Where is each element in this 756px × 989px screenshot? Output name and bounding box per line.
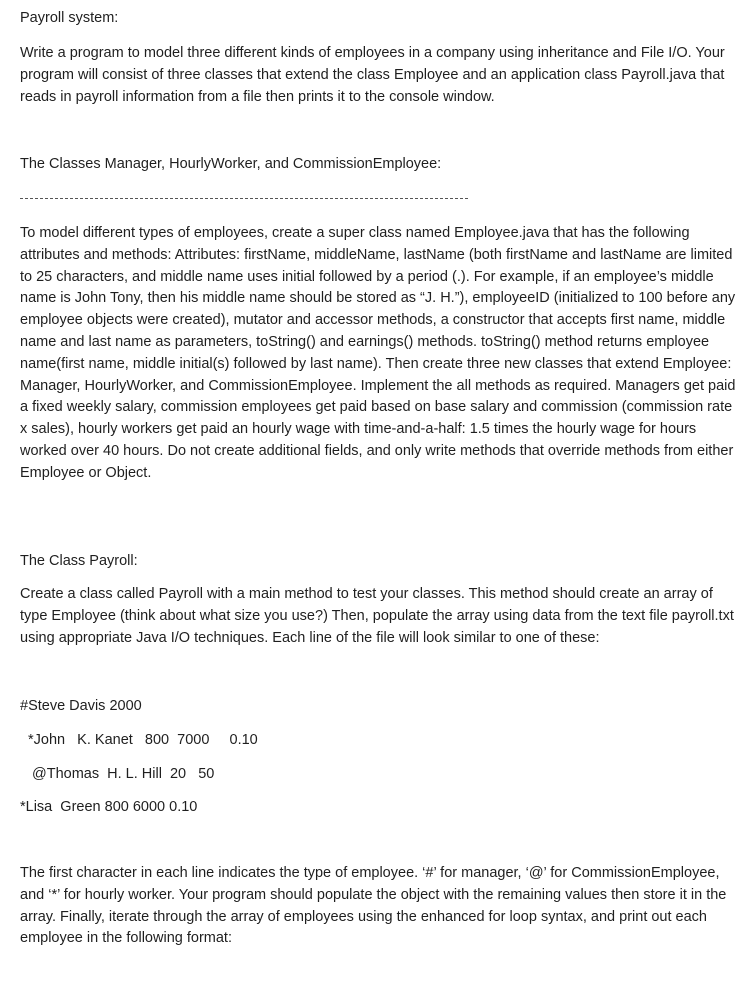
sample-line-manager: #Steve Davis 2000 [20,698,142,714]
document-title: Payroll system: [20,10,119,26]
classes-paragraph: To model different types of employees, create a super class named Employee.java that has the following attributes and methods: Attributes: firstName, middleName, lastName (both firstName and lastName are limited to 25 characters, and middle name uses initial followed by a period (.). For example, if an employee’s middle name is John Tony, then his middle name should be stored as “J. H.”), employeeID (initialized to 100 before any employee objects were created), mutator and accessor methods, a constructor that accepts first name, middle name and last name as parameters, toString() and earnings() methods. toString() method returns employee name(first name, middle initial(s) followed by last name). Then create three new classes that extend Employee: Manager, HourlyWorker, and CommissionEmployee. Implement the all methods as required. Managers get paid a fixed weekly salary, commission employees get paid based on base salary and commission (commission rate x sales), hourly workers get paid an hourly wage with time-and-a-half: 1.5 times the hourly wage for hours worked over 40 hours. Do not create additional fields, and only write methods that override methods from either Employee or Object. [20,225,736,481]
intro-paragraph: Write a program to model three different kinds of employees in a company using inheritance and File I/O. Your program will consist of three classes that extend the class Employee and an application class Payroll.java that reads in payroll information from a file then prints it to the console window. [20,45,725,105]
sample-line-commission: @Thomas H. L. Hill 20 50 [32,766,215,782]
sample-line-hourly-2: *Lisa Green 800 6000 0.10 [20,799,198,815]
sample-line-hourly: *John K. Kanet 800 7000 0.10 [28,732,258,748]
closing-paragraph: The first character in each line indicates the type of employee. ‘#’ for manager, ‘@’ for CommissionEmployee, and ‘*’ for hourly worker. Your program should populate the object with the remaining values then store it in the array. Finally, iterate through the array of employees using the enhanced for loop syntax, and print out each employee in the following format: [20,865,727,947]
dashed-divider [20,198,468,199]
payroll-heading: The Class Payroll: [20,553,138,569]
payroll-paragraph: Create a class called Payroll with a main method to test your classes. This method should create an array of type Employee (think about what size you use?) Then, populate the array using data from the text file payroll.txt using appropriate Java I/O techniques. Each line of the file will look similar to one of these: [20,586,734,646]
classes-heading: The Classes Manager, HourlyWorker, and CommissionEmployee: [20,156,442,172]
